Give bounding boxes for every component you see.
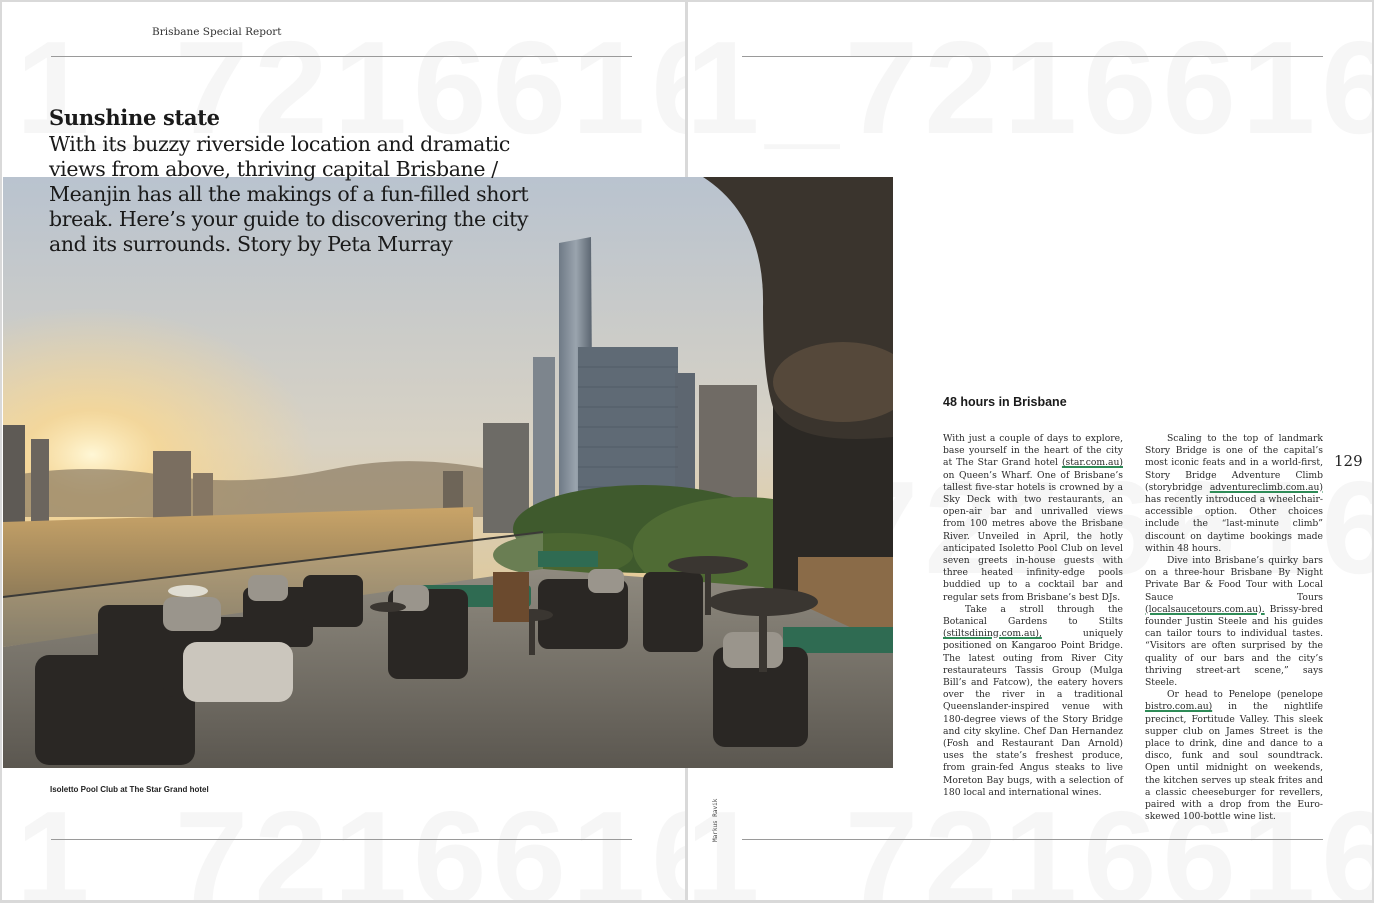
article-column-2 xyxy=(1145,433,1323,824)
rooftop-pool-photo xyxy=(3,177,893,768)
watermark-top-right xyxy=(688,22,1372,154)
col2-p2-text-b: Brissy-bred founder Justin Steele and his guides can tailor tours to individual tastes. “Visitors are often surprised by the quality of our bars and the city’s thriving street-art scene,” says Steele. xyxy=(1145,603,1323,689)
top-rule-right xyxy=(742,56,1323,57)
col2-paragraph-2 xyxy=(1145,555,1323,689)
section-title: 48 hours in Brisbane xyxy=(943,395,1067,409)
link-stiltsdining[interactable]: (stiltsdining.com.au), xyxy=(943,628,1042,640)
headline-title: Sunshine state xyxy=(49,105,220,130)
col2-paragraph-1 xyxy=(1145,433,1323,555)
top-rule-left xyxy=(51,56,632,57)
page-number: 129 xyxy=(1334,452,1363,470)
col1-paragraph-2 xyxy=(943,604,1123,799)
col1-p2-text-a: Take a stroll through the Botanical Gardens to Stilts xyxy=(943,603,1123,628)
col1-p2-text-b: uniquely positioned on Kangaroo Point Bridge. The latest outing from River City restaurateurs Tassis Group (Mulga Bill’s and Fatcow), the eatery hovers over the river in a traditional Queenslander-inspired venue with 180-degree views of the Story Bridge and city skyline. Chef Dan Hernandez (Fosh and Restaurant Dan Arnold) uses the state’s freshest produce, from grain-fed Angus steaks to live Moreton Bay bugs, with a selection of 180 local and international wines. xyxy=(943,628,1123,798)
bottom-rule-left xyxy=(51,839,632,840)
photo-caption: Isoletto Pool Club at The Star Grand hotel xyxy=(50,785,209,794)
col2-p2-text-a: Dive into Brisbane’s quirky bars on a three-hour Brisbane By Night Private Bar & Food Tour with Local Sauce Tours xyxy=(1145,555,1323,603)
col1-p1-text-a: With just a couple of days to explore, base yourself in the heart of the city at The Star Grand hotel xyxy=(943,433,1123,469)
col2-p3-text-b: in the nightlife precinct, Fortitude Valley. This sleek supper club on James Street is the place to drink, dine and dance to a disco, funk and soul soundtrack. Open until midnight on weekends, the kitchen serves up steak frites and a classic cheeseburger for revellers, paired with a drop from the Euro-skewed 100-bottle wine list. xyxy=(1145,701,1323,823)
col1-p1-text-b: on Queen’s Wharf. One of Brisbane’s tallest five-star hotels is crowned by a Sky Deck with two restaurants, an open-air bar and unrivalled views from 100 metres above the Brisbane River. Unveiled in April, the hotly anticipated Isoletto Pool Club on level seven greets in-house guests with three heated infinity-edge pools buddied up to a cocktail bar and regular sets from Brisbane’s best DJs. xyxy=(943,469,1123,603)
article-column-1 xyxy=(943,433,1123,799)
col2-p3-text-a: Or head to Penelope (penelope xyxy=(1167,689,1323,701)
headline-standfirst: With its buzzy riverside location and dramatic views from above, thriving capital Brisbane / Meanjin has all the makings of a fun-filled short break. Here’s your guide to discovering the city and its surrounds. Story by Peta Murray xyxy=(49,132,529,257)
col2-p1-text-b: has recently introduced a wheelchair-accessible option. Other choices include the “last-minute climb” discount on daytime bookings made within 48 hours. xyxy=(1145,494,1323,554)
headline-block xyxy=(49,106,529,257)
link-localsaucetours[interactable]: (localsaucetours.com.au). xyxy=(1145,603,1265,615)
col2-paragraph-3 xyxy=(1145,689,1323,823)
link-star[interactable]: (star.com.au) xyxy=(1061,457,1123,469)
link-penelopebistro[interactable]: bistro.com.au) xyxy=(1145,701,1213,713)
running-head: Brisbane Special Report xyxy=(152,26,282,38)
hero-photo xyxy=(3,177,893,768)
col1-paragraph-1 xyxy=(943,433,1123,604)
bottom-rule-right xyxy=(742,839,1323,840)
photo-credit: Markus Ravik xyxy=(712,798,719,842)
watermark-bottom-left xyxy=(16,792,685,900)
link-adventureclimb[interactable]: adventureclimb.com.au) xyxy=(1209,481,1323,493)
col2-p1-text-a: Scaling to the top of landmark Story Bridge is one of the capital’s most iconic feats and in a world-first, Story Bridge Adventure Climb (storybridge xyxy=(1145,433,1323,493)
